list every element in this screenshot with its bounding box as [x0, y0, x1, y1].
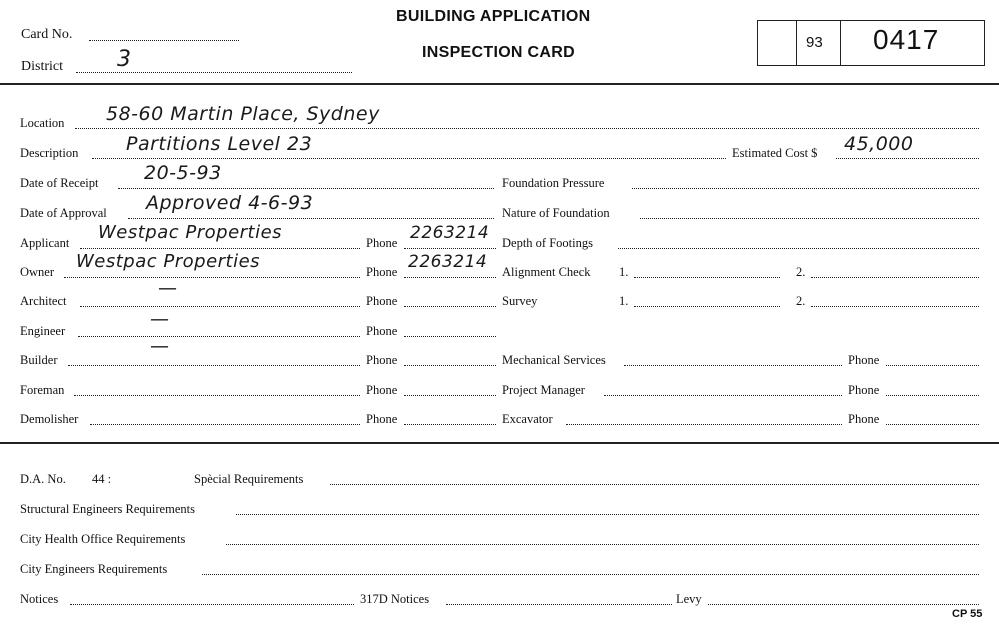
project-manager-line [604, 395, 842, 396]
district-line [76, 72, 352, 73]
date-receipt-label: Date of Receipt [20, 176, 99, 190]
foundation-pressure-line [632, 188, 979, 189]
architect-label: Architect [20, 294, 67, 308]
owner-label: Owner [20, 265, 55, 279]
foreman-label: Foreman [20, 383, 65, 397]
owner-value: Westpac Properties [76, 251, 261, 272]
estimated-cost-value: 45,000 [844, 133, 914, 155]
estimated-cost-label: Estimated Cost $ [732, 146, 818, 160]
notices-317d-line [446, 604, 672, 605]
project-manager-phone-label: Phone [848, 383, 880, 397]
levy-label: Levy [676, 592, 702, 606]
builder-label: Builder [20, 353, 58, 367]
section-divider [0, 442, 999, 444]
nature-foundation-label: Nature of Foundation [502, 206, 610, 220]
alignment-1-label: 1. [619, 265, 629, 279]
owner-phone-label: Phone [366, 265, 398, 279]
special-requirements-line [330, 484, 979, 485]
number-box-divider-2 [840, 20, 841, 66]
applicant-label: Applicant [20, 236, 70, 250]
estimated-cost-line [836, 158, 979, 159]
excavator-label: Excavator [502, 412, 553, 426]
location-line [75, 128, 979, 129]
foreman-line [74, 395, 360, 396]
health-requirements-label: City Health Office Requirements [20, 532, 186, 546]
engineer-line [78, 336, 360, 337]
alignment-1-line [634, 277, 780, 278]
alignment-2-line [811, 277, 979, 278]
form-code: CP 55 [952, 608, 983, 620]
builder-value: — [150, 335, 170, 357]
builder-line [68, 365, 360, 366]
architect-phone-label: Phone [366, 294, 398, 308]
da-value: 44 : [92, 472, 112, 486]
location-value: 58-60 Martin Place, Sydney [106, 103, 380, 125]
date-approval-value: Approved 4-6-93 [146, 192, 314, 214]
year-box-value: 93 [806, 34, 823, 51]
project-manager-label: Project Manager [502, 383, 585, 397]
nature-foundation-line [640, 218, 979, 219]
owner-line [64, 277, 360, 278]
owner-phone-value: 2263214 [408, 252, 488, 272]
engineer-label: Engineer [20, 324, 66, 338]
page-subtitle: INSPECTION CARD [422, 44, 575, 61]
engineer-value: — [150, 308, 170, 330]
builder-phone-line [404, 365, 496, 366]
architect-phone-line [404, 306, 496, 307]
date-approval-label: Date of Approval [20, 206, 107, 220]
demolisher-phone-label: Phone [366, 412, 398, 426]
excavator-phone-label: Phone [848, 412, 880, 426]
owner-phone-line [404, 277, 496, 278]
survey-2-label: 2. [796, 294, 806, 308]
applicant-line [80, 248, 360, 249]
demolisher-line [90, 424, 360, 425]
survey-2-line [811, 306, 979, 307]
foreman-phone-line [404, 395, 496, 396]
architect-line [80, 306, 360, 307]
mechanical-label: Mechanical Services [502, 353, 606, 367]
applicant-phone-value: 2263214 [410, 223, 490, 243]
demolisher-phone-line [404, 424, 496, 425]
da-label: D.A. No. [20, 472, 66, 486]
foundation-pressure-label: Foundation Pressure [502, 176, 605, 190]
location-label: Location [20, 116, 65, 130]
structural-requirements-line [236, 514, 979, 515]
health-requirements-line [226, 544, 979, 545]
mechanical-phone-line [886, 365, 979, 366]
description-line [92, 158, 726, 159]
alignment-2-label: 2. [796, 265, 806, 279]
district-value: 3 [117, 47, 132, 72]
number-box-divider-1 [796, 20, 797, 66]
builder-phone-label: Phone [366, 353, 398, 367]
applicant-phone-label: Phone [366, 236, 398, 250]
applicant-phone-line [404, 248, 496, 249]
date-approval-line [128, 218, 494, 219]
notices-317d-label: 317D Notices [360, 592, 430, 606]
project-manager-phone-line [886, 395, 979, 396]
mechanical-line [624, 365, 842, 366]
engineers-requirements-line [202, 574, 979, 575]
demolisher-label: Demolisher [20, 412, 79, 426]
engineer-phone-label: Phone [366, 324, 398, 338]
depth-footings-line [618, 248, 979, 249]
number-box-value: 0417 [873, 24, 940, 55]
district-label: District [21, 59, 63, 74]
survey-label: Survey [502, 294, 538, 308]
date-receipt-value: 20-5-93 [144, 162, 222, 184]
structural-requirements-label: Structural Engineers Requirements [20, 502, 195, 516]
excavator-line [566, 424, 842, 425]
page-title: BUILDING APPLICATION [396, 8, 591, 25]
depth-footings-label: Depth of Footings [502, 236, 593, 250]
alignment-check-label: Alignment Check [502, 265, 591, 279]
notices-label: Notices [20, 592, 59, 606]
engineers-requirements-label: City Engineers Requirements [20, 562, 168, 576]
description-value: Partitions Level 23 [126, 133, 313, 155]
card-no-label: Card No. [21, 27, 73, 42]
card-no-line [89, 40, 239, 41]
date-receipt-line [118, 188, 494, 189]
architect-value: — [158, 277, 178, 299]
notices-line [70, 604, 354, 605]
engineer-phone-line [404, 336, 496, 337]
description-label: Description [20, 146, 79, 160]
applicant-value: Westpac Properties [98, 222, 283, 243]
header-divider [0, 83, 999, 85]
mechanical-phone-label: Phone [848, 353, 880, 367]
foreman-phone-label: Phone [366, 383, 398, 397]
special-requirements-label: Spècial Requirements [194, 472, 304, 486]
survey-1-line [634, 306, 780, 307]
number-box-frame [757, 20, 985, 66]
excavator-phone-line [886, 424, 979, 425]
levy-line [708, 604, 979, 605]
survey-1-label: 1. [619, 294, 629, 308]
